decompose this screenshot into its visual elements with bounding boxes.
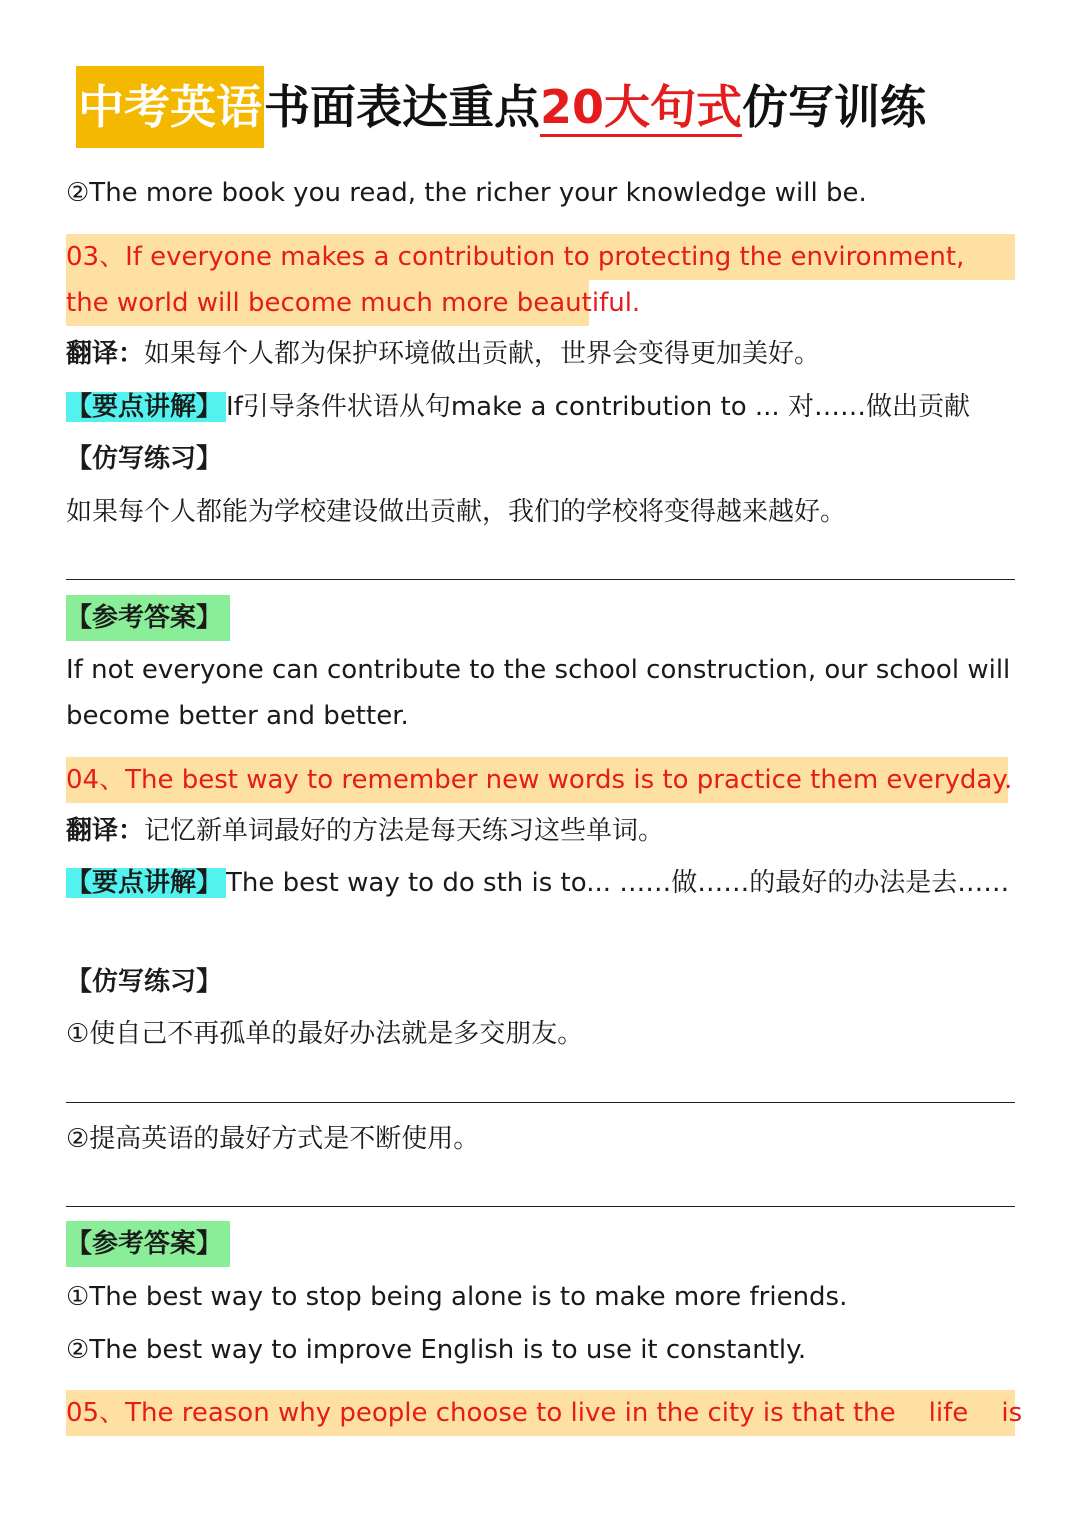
keypoint-tag: 【要点讲解】	[66, 392, 226, 422]
intro-answer: ②The more book you read, the richer your knowledge will be.	[66, 178, 867, 208]
answer-tag: 【参考答案】	[66, 595, 230, 641]
title-middle: 书面表达重点	[264, 80, 540, 134]
section04-translation	[66, 808, 664, 854]
keypoint-tag: 【要点讲解】	[66, 868, 226, 898]
section04-practice-label: 【仿写练习】	[66, 967, 223, 997]
section03-answer-tag-row	[66, 595, 230, 641]
section04-keypoint	[66, 860, 1015, 906]
keypoint-text: The best way to do sth is to... ……做……的最好的办法是去……	[226, 868, 1010, 898]
answer-line	[66, 1102, 1015, 1103]
section03-practice: 如果每个人都能为学校建设做出贡献，我们的学校将变得越来越好。	[66, 497, 847, 527]
answer-line	[66, 579, 1015, 580]
section04-answer-2: ②The best way to improve English is to use it constantly.	[66, 1335, 807, 1365]
keypoint-text: If引导条件状语从句make a contribution to ... 对……做出贡献	[226, 392, 970, 422]
section03-sentence: 03、If everyone makes a contribution to protecting the environment, the world will become much more beautiful.	[66, 242, 965, 318]
section04-answer-tag-row	[66, 1221, 230, 1267]
section03-practice-label: 【仿写练习】	[66, 444, 223, 474]
section03-answer: If not everyone can contribute to the school construction, our school will become better and better.	[66, 655, 1011, 731]
page-title	[76, 66, 926, 148]
answer-line	[66, 1206, 1015, 1207]
answer-tag: 【参考答案】	[66, 1221, 230, 1267]
section04-answer-1: ①The best way to stop being alone is to make more friends.	[66, 1282, 848, 1312]
section04-practice-2: ②提高英语的最好方式是不断使用。	[66, 1124, 480, 1154]
section04-sentence: 04、The best way to remember new words is to practice them everyday.	[66, 765, 1013, 795]
translation-text: 记忆新单词最好的方法是每天练习这些单词。	[144, 816, 665, 846]
translation-text: 如果每个人都为保护环境做出贡献，世界会变得更加美好。	[144, 339, 821, 369]
section03-translation	[66, 331, 820, 377]
translation-label: 翻译：	[66, 339, 145, 369]
section05-sentence: 05、The reason why people choose to live in the city is that the life is	[66, 1398, 1023, 1428]
title-highlight-yellow: 中考英语	[76, 66, 264, 148]
title-end: 仿写训练	[742, 80, 927, 134]
title-red-underlined: 20大句式	[540, 80, 742, 137]
section04-practice-1: ①使自己不再孤单的最好办法就是多交朋友。	[66, 1019, 584, 1049]
section03-keypoint	[66, 384, 970, 430]
translation-label: 翻译：	[66, 816, 145, 846]
